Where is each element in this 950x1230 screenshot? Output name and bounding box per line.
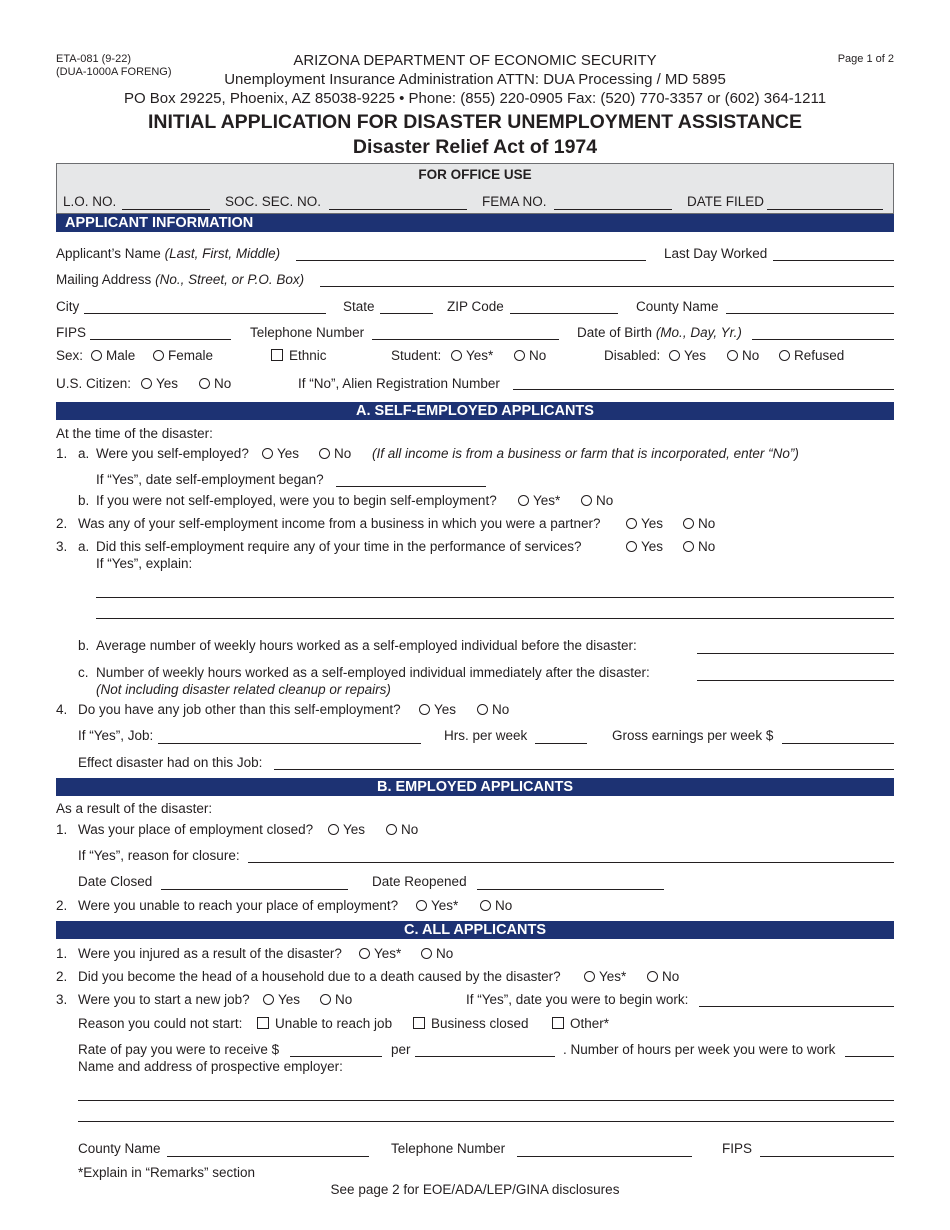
a-q4-gross-field[interactable]	[782, 743, 894, 744]
c-rate-field[interactable]	[290, 1056, 382, 1057]
radio-icon[interactable]	[328, 824, 339, 835]
c-q2-yes[interactable]	[584, 969, 626, 984]
a-q4-job-label: If “Yes”, Job:	[78, 728, 154, 743]
c-q3-number: 3.	[56, 992, 68, 1007]
c-q2-number: 2.	[56, 969, 68, 984]
radio-icon[interactable]	[779, 350, 790, 361]
checkbox-icon[interactable]	[413, 1017, 425, 1029]
mailing-address-field[interactable]	[320, 286, 894, 287]
student-no-option[interactable]	[514, 348, 546, 363]
yes-label: Yes	[343, 822, 366, 837]
b-q1-text: Was your place of employment closed?	[78, 822, 314, 837]
a-q1b-yes[interactable]	[518, 493, 560, 508]
unable-label: Unable to reach job	[275, 1016, 393, 1031]
radio-icon[interactable]	[91, 350, 102, 361]
a-q3a-letter: a.	[78, 539, 90, 554]
b-reopened-label: Date Reopened	[372, 874, 467, 889]
a-q1a-date-label: If “Yes”, date self-employment began?	[96, 472, 324, 487]
checkbox-icon[interactable]	[271, 349, 283, 361]
closed-label: Business closed	[431, 1016, 529, 1031]
no-label: No	[495, 898, 513, 913]
no-label: No	[436, 946, 454, 961]
dob-label	[577, 325, 742, 340]
disabled-yes-option[interactable]	[669, 348, 706, 363]
a-q4-hrs-field[interactable]	[535, 743, 587, 744]
checkbox-icon[interactable]	[257, 1017, 269, 1029]
b-reopened-field[interactable]	[477, 889, 664, 890]
radio-icon[interactable]	[419, 704, 430, 715]
a-q3b-text: Average number of weekly hours worked as a self-employed individual before the disaster:	[96, 638, 637, 653]
c-fips-field[interactable]	[760, 1156, 894, 1157]
radio-icon[interactable]	[416, 900, 427, 911]
yes-label: Yes	[641, 539, 664, 554]
a-q1b-no[interactable]	[581, 493, 613, 508]
a-q4-effect-label: Effect disaster had on this Job:	[78, 755, 263, 770]
b-q2-yes[interactable]	[416, 898, 458, 913]
no-label: No	[335, 992, 353, 1007]
office-use-box	[56, 163, 894, 214]
radio-icon[interactable]	[477, 704, 488, 715]
a-q4-job-field[interactable]	[158, 743, 421, 744]
a-q4-number: 4.	[56, 702, 68, 717]
applicant-info-header	[56, 214, 894, 232]
zip-label: ZIP Code	[447, 299, 504, 314]
last-day-label: Last Day Worked	[664, 246, 768, 261]
radio-icon[interactable]	[263, 994, 274, 1005]
alien-label: If “No”, Alien Registration Number	[298, 376, 500, 391]
name-label-text: Applicant’s Name	[56, 246, 161, 261]
a-q1-number: 1.	[56, 446, 68, 461]
c-q3-no[interactable]	[320, 992, 352, 1007]
radio-icon[interactable]	[683, 541, 694, 552]
a-q1a-no[interactable]	[319, 446, 351, 461]
section-c-header: C. ALL APPLICANTS	[56, 921, 894, 939]
a-q1a-letter: a.	[78, 446, 90, 461]
sex-female-option[interactable]	[153, 348, 213, 363]
no-label: No	[401, 822, 419, 837]
a-q3a-yes[interactable]	[626, 539, 663, 554]
citizen-no-label: No	[214, 376, 232, 391]
ssn-field[interactable]	[329, 209, 467, 210]
a-q3a-explain-line-2[interactable]	[96, 618, 894, 619]
refused-label: Refused	[794, 348, 845, 363]
a-q1a-date-field[interactable]	[336, 486, 486, 487]
radio-icon[interactable]	[359, 948, 370, 959]
c-hours-field[interactable]	[845, 1056, 894, 1057]
section-a-intro: At the time of the disaster:	[56, 426, 213, 441]
yes-label: Yes	[278, 992, 301, 1007]
a-q3a-text: Did this self-employment require any of your time in the performance of services?	[96, 539, 582, 554]
c-rate-label: Rate of pay you were to receive $	[78, 1042, 280, 1057]
agency-name: ARIZONA DEPARTMENT OF ECONOMIC SECURITY	[293, 52, 657, 69]
a-q3a-no[interactable]	[683, 539, 715, 554]
c-per-label: per	[391, 1042, 411, 1057]
a-q2-no[interactable]	[683, 516, 715, 531]
applicant-info-heading: APPLICANT INFORMATION	[65, 215, 254, 231]
student-yes-option[interactable]	[451, 348, 493, 363]
checkbox-icon[interactable]	[552, 1017, 564, 1029]
c-employer-label: Name and address of prospective employer:	[78, 1059, 343, 1074]
a-q3a-explain-line-1[interactable]	[96, 597, 894, 598]
address-line: PO Box 29225, Phoenix, AZ 85038-9225 • Phone: (855) 220-0905 Fax: (520) 770-3357 or (602) 364-1211	[123, 90, 827, 107]
c-county-label: County Name	[78, 1141, 161, 1156]
lo-no-label: L.O. NO.	[63, 194, 117, 209]
phone-field[interactable]	[372, 339, 559, 340]
citizen-label: U.S. Citizen:	[56, 376, 132, 391]
b-q1-no[interactable]	[386, 822, 418, 837]
b-q1-reason-field[interactable]	[248, 862, 894, 863]
a-q1b-letter: b.	[78, 493, 90, 508]
dob-hint: (Mo., Day, Yr.)	[655, 325, 742, 340]
applicant-name-field[interactable]	[296, 260, 646, 261]
citizen-yes-label: Yes	[156, 376, 179, 391]
c-phone-label: Telephone Number	[391, 1141, 506, 1156]
c-q3-yes[interactable]	[263, 992, 300, 1007]
c-hours-label: . Number of hours per week you were to work	[563, 1042, 836, 1057]
b-q1-yes[interactable]	[328, 822, 365, 837]
yes-star-label: Yes*	[374, 946, 402, 961]
other-label: Other*	[570, 1016, 610, 1031]
yes-star-label: Yes*	[599, 969, 627, 984]
zip-field[interactable]	[510, 313, 618, 314]
fema-field[interactable]	[554, 209, 672, 210]
radio-icon[interactable]	[626, 518, 637, 529]
b-q1-reason-label: If “Yes”, reason for closure:	[78, 848, 240, 863]
disabled-no-option[interactable]	[727, 348, 759, 363]
section-b-intro: As a result of the disaster:	[56, 801, 213, 816]
mailing-label	[56, 272, 304, 287]
a-q2-number: 2.	[56, 516, 68, 531]
form-subtitle: Disaster Relief Act of 1974	[352, 136, 598, 158]
form-code: ETA-081 (9-22)	[56, 53, 131, 65]
fips-field[interactable]	[90, 339, 231, 340]
radio-icon[interactable]	[581, 495, 592, 506]
phone-label: Telephone Number	[250, 325, 365, 340]
sex-label: Sex:	[56, 348, 84, 363]
radio-icon[interactable]	[683, 518, 694, 529]
no-label: No	[698, 539, 716, 554]
a-q4-gross-label: Gross earnings per week $	[612, 728, 774, 743]
disabled-no-label: No	[742, 348, 760, 363]
b-closed-field[interactable]	[161, 889, 348, 890]
radio-icon[interactable]	[320, 994, 331, 1005]
form-code-2: (DUA-1000A FORENG)	[56, 66, 172, 78]
name-hint: (Last, First, Middle)	[164, 246, 281, 261]
c-q3-date-label: If “Yes”, date you were to begin work:	[466, 992, 689, 1007]
page-number: Page 1 of 2	[837, 53, 894, 65]
radio-icon[interactable]	[421, 948, 432, 959]
c-q3-date-field[interactable]	[699, 1006, 894, 1007]
a-q3c-text: Number of weekly hours worked as a self-employed individual immediately after the disaster:	[96, 665, 650, 680]
a-q4-yes[interactable]	[419, 702, 456, 717]
ethnic-option[interactable]	[271, 348, 327, 363]
a-q1a-note: (If all income is from a business or farm that is incorporated, enter “No”)	[372, 446, 799, 461]
lo-no-field[interactable]	[122, 209, 210, 210]
state-label: State	[343, 299, 375, 314]
county-field[interactable]	[726, 313, 894, 314]
citizen-no-option[interactable]	[199, 376, 231, 391]
dob-field[interactable]	[752, 339, 894, 340]
b-q1-number: 1.	[56, 822, 68, 837]
mailing-hint: (No., Street, or P.O. Box)	[155, 272, 305, 287]
date-filed-field[interactable]	[767, 209, 883, 210]
c-phone-field[interactable]	[517, 1156, 692, 1157]
radio-icon[interactable]	[153, 350, 164, 361]
a-q3-number: 3.	[56, 539, 68, 554]
county-label: County Name	[636, 299, 719, 314]
fips-label: FIPS	[56, 325, 87, 340]
c-employer-line-1[interactable]	[78, 1100, 894, 1101]
a-q3b-field[interactable]	[697, 653, 894, 654]
yes-label: Yes	[641, 516, 664, 531]
c-fips-label: FIPS	[722, 1141, 753, 1156]
radio-icon[interactable]	[319, 448, 330, 459]
a-q4-hrs-label: Hrs. per week	[444, 728, 528, 743]
radio-icon[interactable]	[626, 541, 637, 552]
a-q4-text: Do you have any job other than this self-employment?	[78, 702, 401, 717]
female-label: Female	[168, 348, 214, 363]
office-use-heading: FOR OFFICE USE	[418, 167, 532, 182]
radio-icon[interactable]	[480, 900, 491, 911]
radio-icon[interactable]	[669, 350, 680, 361]
yes-star-label: Yes*	[533, 493, 561, 508]
form-title: INITIAL APPLICATION FOR DISASTER UNEMPLOYMENT ASSISTANCE	[148, 111, 802, 133]
yes-label: Yes	[434, 702, 457, 717]
a-q4-effect-field[interactable]	[274, 769, 894, 770]
c-reason-label: Reason you could not start:	[78, 1016, 243, 1031]
b-q2-text: Were you unable to reach your place of employment?	[78, 898, 399, 913]
a-q3c-letter: c.	[78, 665, 89, 680]
radio-icon[interactable]	[727, 350, 738, 361]
no-label: No	[596, 493, 614, 508]
section-a-header: A. SELF-EMPLOYED APPLICANTS	[56, 402, 894, 420]
radio-icon[interactable]	[199, 378, 210, 389]
no-label: No	[492, 702, 510, 717]
c-q1-yes[interactable]	[359, 946, 401, 961]
mailing-label-text: Mailing Address	[56, 272, 152, 287]
disabled-refused-option[interactable]	[779, 348, 844, 363]
a-q2-yes[interactable]	[626, 516, 663, 531]
last-day-field[interactable]	[773, 260, 894, 261]
student-yes-label: Yes*	[466, 348, 494, 363]
male-label: Male	[106, 348, 136, 363]
disclosure-note: See page 2 for EOE/ADA/LEP/GINA disclosures	[330, 1182, 620, 1197]
a-q3a-explain-label: If “Yes”, explain:	[96, 556, 193, 571]
alien-number-field[interactable]	[513, 389, 894, 390]
city-field[interactable]	[84, 313, 326, 314]
student-label: Student:	[391, 348, 442, 363]
explain-footnote: *Explain in “Remarks” section	[78, 1165, 256, 1180]
c-q1-text: Were you injured as a result of the disaster?	[78, 946, 342, 961]
c-county-field[interactable]	[167, 1156, 369, 1157]
b-q2-number: 2.	[56, 898, 68, 913]
admin-line: Unemployment Insurance Administration ATTN: DUA Processing / MD 5895	[224, 71, 726, 88]
radio-icon[interactable]	[262, 448, 273, 459]
radio-icon[interactable]	[386, 824, 397, 835]
a-q1a-text: Were you self-employed?	[96, 446, 249, 461]
citizen-yes-option[interactable]	[141, 376, 178, 391]
c-q1-no[interactable]	[421, 946, 453, 961]
no-label: No	[698, 516, 716, 531]
fema-label: FEMA NO.	[482, 194, 547, 209]
a-q1a-yes[interactable]	[262, 446, 299, 461]
yes-star-label: Yes*	[431, 898, 459, 913]
radio-icon[interactable]	[584, 971, 595, 982]
student-no-label: No	[529, 348, 547, 363]
ethnic-label: Ethnic	[289, 348, 327, 363]
c-reason-unable[interactable]	[257, 1016, 392, 1031]
c-q1-number: 1.	[56, 946, 68, 961]
radio-icon[interactable]	[514, 350, 525, 361]
c-q2-no[interactable]	[647, 969, 679, 984]
a-q4-no[interactable]	[477, 702, 509, 717]
c-employer-line-2[interactable]	[78, 1121, 894, 1122]
b-q2-no[interactable]	[480, 898, 512, 913]
ssn-label: SOC. SEC. NO.	[225, 194, 322, 209]
a-q1b-text: If you were not self-employed, were you to begin self-employment?	[96, 493, 497, 508]
yes-label: Yes	[277, 446, 300, 461]
radio-icon[interactable]	[518, 495, 529, 506]
disabled-yes-label: Yes	[684, 348, 707, 363]
disabled-label: Disabled:	[604, 348, 661, 363]
c-q3-text: Were you to start a new job?	[78, 992, 250, 1007]
no-label: No	[334, 446, 352, 461]
a-q3c-field[interactable]	[697, 680, 894, 681]
a-q3b-letter: b.	[78, 638, 90, 653]
radio-icon[interactable]	[451, 350, 462, 361]
section-b-header: B. EMPLOYED APPLICANTS	[56, 778, 894, 796]
radio-icon[interactable]	[647, 971, 658, 982]
c-reason-closed[interactable]	[413, 1016, 529, 1031]
c-reason-other[interactable]	[552, 1016, 609, 1031]
radio-icon[interactable]	[141, 378, 152, 389]
b-closed-label: Date Closed	[78, 874, 153, 889]
name-label	[56, 246, 280, 261]
c-q2-text: Did you become the head of a household due to a death caused by the disaster?	[78, 969, 561, 984]
date-filed-label: DATE FILED	[687, 194, 765, 209]
a-q2-text: Was any of your self-employment income from a business in which you were a partner?	[78, 516, 601, 531]
city-label: City	[56, 299, 80, 314]
no-label: No	[662, 969, 680, 984]
sex-male-option[interactable]	[91, 348, 135, 363]
c-per-field[interactable]	[415, 1056, 555, 1057]
a-q3c-note: (Not including disaster related cleanup or repairs)	[96, 682, 391, 697]
dob-label-text: Date of Birth	[577, 325, 653, 340]
state-field[interactable]	[380, 313, 433, 314]
